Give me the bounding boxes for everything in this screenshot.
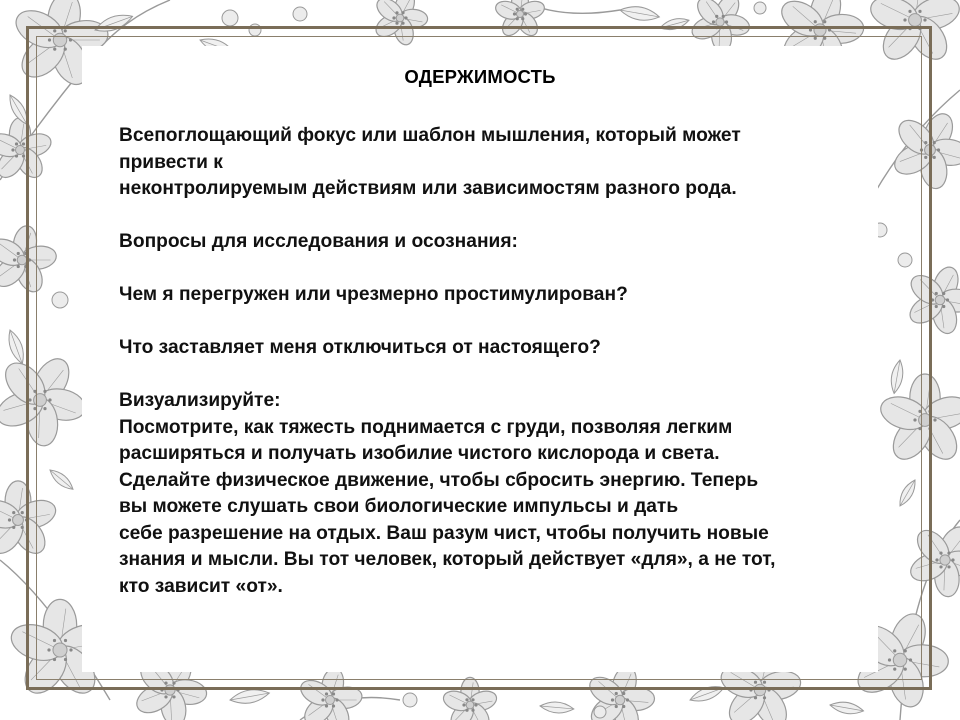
slide-title: ОДЕРЖИМОСТЬ <box>404 66 556 87</box>
visualize-line: Сделайте физическое движение, чтобы сбросить энергию. Теперь <box>119 469 759 491</box>
leaf-icon <box>619 4 661 24</box>
bud-icon <box>403 693 417 707</box>
question-item: Что заставляет меня отключиться от настоящего? <box>119 337 601 358</box>
visualize-heading-line <box>119 388 899 415</box>
questions-heading: Вопросы для исследования и осознания <box>119 231 512 252</box>
question-item: Чем я перегружен или чрезмерно простимулирован? <box>119 284 628 305</box>
visualize-line: расширяться и получать изобилие чистого кислорода и света. <box>119 443 720 464</box>
definition-line: привести к <box>119 151 223 173</box>
bud-icon <box>594 706 606 718</box>
leaf-icon <box>5 328 28 366</box>
visualize-line: вы можете слушать свои биологические импульсы и дать <box>119 496 679 517</box>
definition-line: Всепоглощающий фокус или шаблон мышления, который может <box>119 125 741 146</box>
questions-heading-line <box>119 229 899 256</box>
visualize-heading: Визуализируйте <box>119 390 275 411</box>
slide-content <box>119 123 899 600</box>
leaf-icon <box>540 701 575 715</box>
visualize-line: Посмотрите, как тяжесть поднимается с груди, позволяя легким <box>119 416 733 438</box>
leaf-icon <box>829 700 864 717</box>
bud-icon <box>754 2 766 14</box>
visualize-line: себе разрешение на отдых. Ваш разум чист, чтобы получить новые <box>119 522 769 544</box>
bud-icon <box>222 10 238 26</box>
definition-line: неконтролируемым действиям или зависимостям разного рода. <box>119 178 737 199</box>
visualize-heading-colon: : <box>274 390 281 411</box>
visualize-line: знания и мысли. Вы тот человек, который действует «для», а не тот, <box>119 549 776 570</box>
visualize-line: кто зависит «от». <box>119 575 283 597</box>
questions-heading-colon: : <box>511 231 518 252</box>
bud-icon <box>293 7 307 21</box>
